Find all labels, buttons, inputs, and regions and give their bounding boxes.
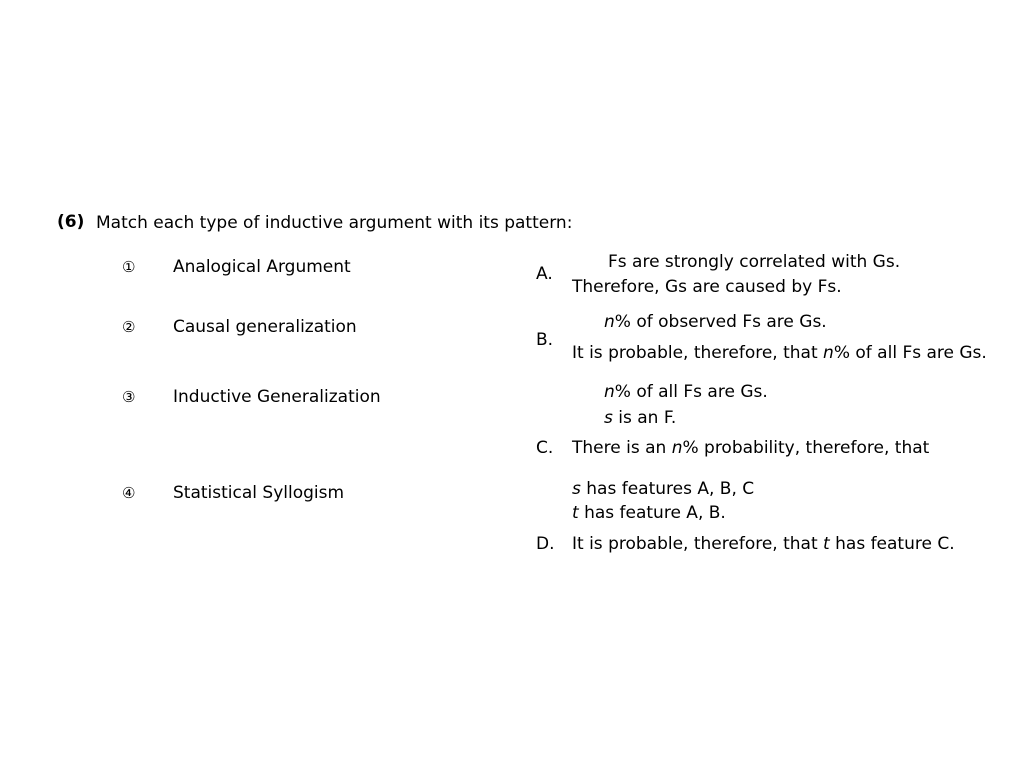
item-label-causal: Causal generalization	[173, 317, 357, 337]
pattern-d-var-s: s	[572, 479, 581, 499]
item-label-statistical: Statistical Syllogism	[173, 483, 345, 503]
pattern-d-letter: D.	[536, 534, 555, 554]
item-marker-3: ③	[122, 388, 136, 406]
pattern-d-var-t: t	[572, 503, 579, 523]
pattern-c-var-n2: n	[671, 438, 683, 458]
pattern-d-line1: s has features A, B, C	[572, 479, 755, 499]
pattern-a-line1: Fs are strongly correlated with Gs.	[608, 252, 901, 272]
pattern-c-line3: There is an n% probability, therefore, that	[572, 438, 930, 458]
pattern-c-var-n: n	[604, 382, 615, 402]
item-marker-4: ④	[122, 484, 136, 502]
question-prompt: Match each type of inductive argument with its pattern:	[96, 213, 573, 233]
pattern-b-line1: n% of observed Fs are Gs.	[604, 312, 827, 332]
pattern-c-letter: C.	[536, 438, 554, 458]
pattern-b-letter: B.	[536, 330, 554, 350]
item-marker-1: ①	[122, 258, 136, 276]
item-label-inductive: Inductive Generalization	[173, 387, 381, 407]
pattern-b-var-n: n	[604, 312, 615, 332]
pattern-d-var-t2: t	[823, 534, 830, 554]
question-number: (6)	[57, 212, 85, 232]
item-label-analogical: Analogical Argument	[173, 257, 351, 277]
pattern-d-line2: t has feature A, B.	[572, 503, 726, 523]
pattern-a-line2: Therefore, Gs are caused by Fs.	[572, 277, 842, 297]
pattern-b-line2: It is probable, therefore, that n% of all Fs are Gs.	[572, 343, 987, 363]
pattern-c-line2: s is an F.	[604, 408, 677, 428]
pattern-c-line1: n% of all Fs are Gs.	[604, 382, 768, 402]
pattern-a-letter: A.	[536, 264, 553, 284]
pattern-d-line3: It is probable, therefore, that t has feature C.	[572, 534, 955, 554]
pattern-b-var-n2: n	[823, 343, 834, 363]
pattern-c-var-s: s	[604, 408, 613, 428]
item-marker-2: ②	[122, 318, 136, 336]
